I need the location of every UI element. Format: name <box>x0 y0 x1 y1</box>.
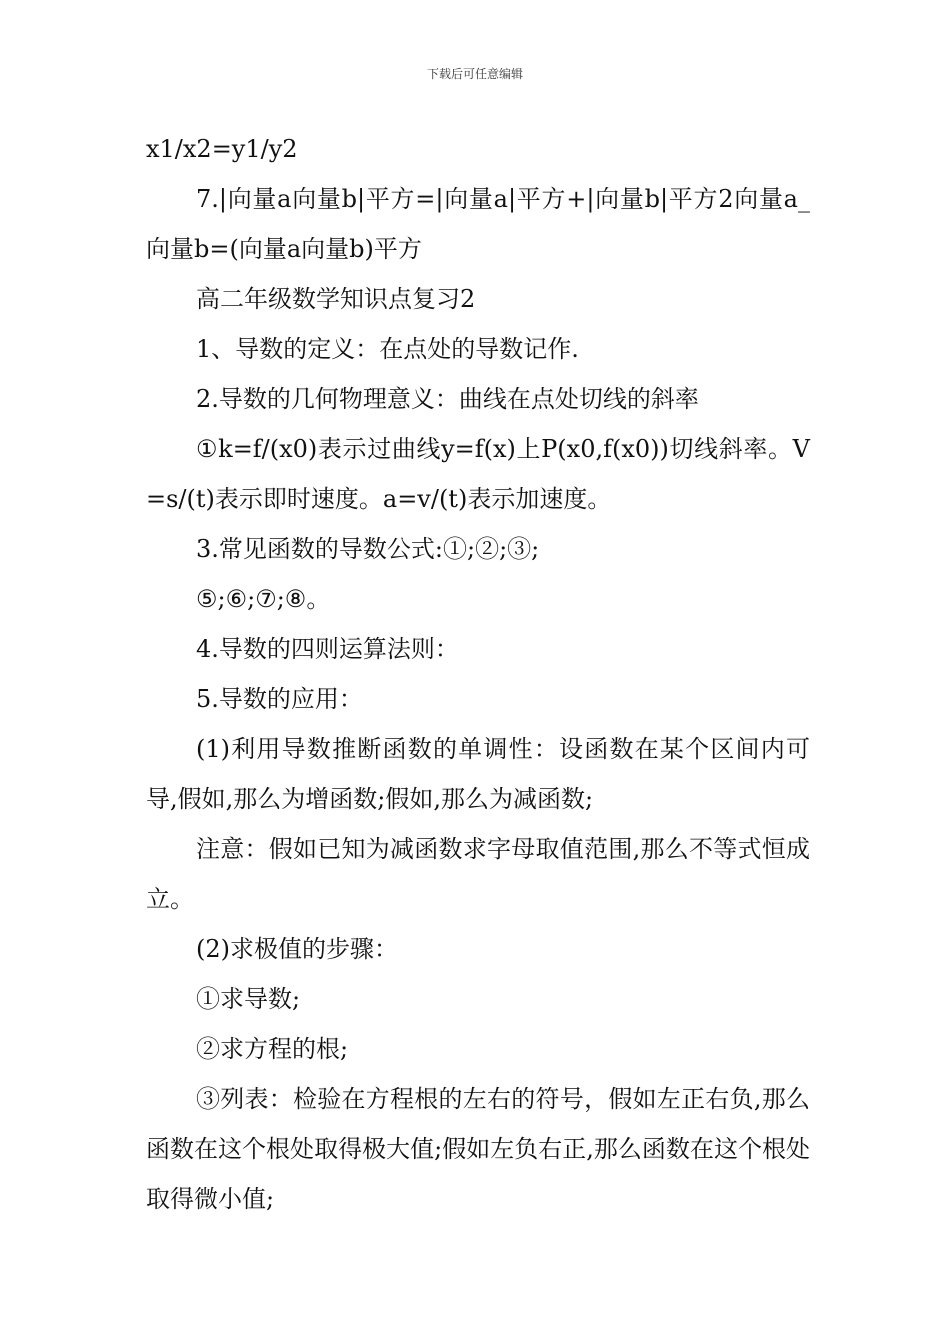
page-header-note: 下载后可任意编辑 <box>426 67 523 81</box>
paragraph-common-formulas-cont: ⑤;⑥;⑦;⑧。 <box>196 585 331 613</box>
document-body <box>146 124 810 1224</box>
paragraph-derivative-definition: 1、导数的定义：在点处的导数记作. <box>196 335 579 363</box>
paragraph-step-2: ②求方程的根; <box>196 1035 349 1063</box>
paragraph-step-3: ③列表：检验在方程根的左右的符号，假如左正右负,那么函数在这个根处取得极大值;假如左负右正,那么函数在这个根处取得微小值; <box>146 1085 810 1213</box>
paragraph-slope-velocity: ①k=f/(x0)表示过曲线y=f(x)上P(x0,f(x0))切线斜率。V=s/(t)表示即时速度。a=v/(t)表示加速度。 <box>146 435 810 513</box>
paragraph-step-1: ①求导数; <box>196 985 301 1013</box>
paragraph-arithmetic-rules: 4.导数的四则运算法则： <box>196 635 459 663</box>
section-title: 高二年级数学知识点复习2 <box>196 285 476 313</box>
paragraph-common-formulas: 3.常见函数的导数公式:①;②;③; <box>196 535 540 563</box>
paragraph-applications: 5.导数的应用： <box>196 685 363 713</box>
paragraph-vector-square: 7.|向量a向量b|平方=|向量a|平方+|向量b|平方2向量a_向量b=(向量a向量b)平方 <box>146 185 810 263</box>
paragraph-note: 注意：假如已知为减函数求字母取值范围,那么不等式恒成立。 <box>146 835 810 913</box>
paragraph-geometric-meaning: 2.导数的几何物理意义：曲线在点处切线的斜率 <box>196 385 699 413</box>
paragraph-formula: x1/x2=y1/y2 <box>146 135 298 163</box>
paragraph-monotonicity: (1)利用导数推断函数的单调性：设函数在某个区间内可导,假如,那么为增函数;假如,那么为减函数; <box>146 735 810 813</box>
paragraph-extremum-steps: (2)求极值的步骤： <box>196 935 398 963</box>
